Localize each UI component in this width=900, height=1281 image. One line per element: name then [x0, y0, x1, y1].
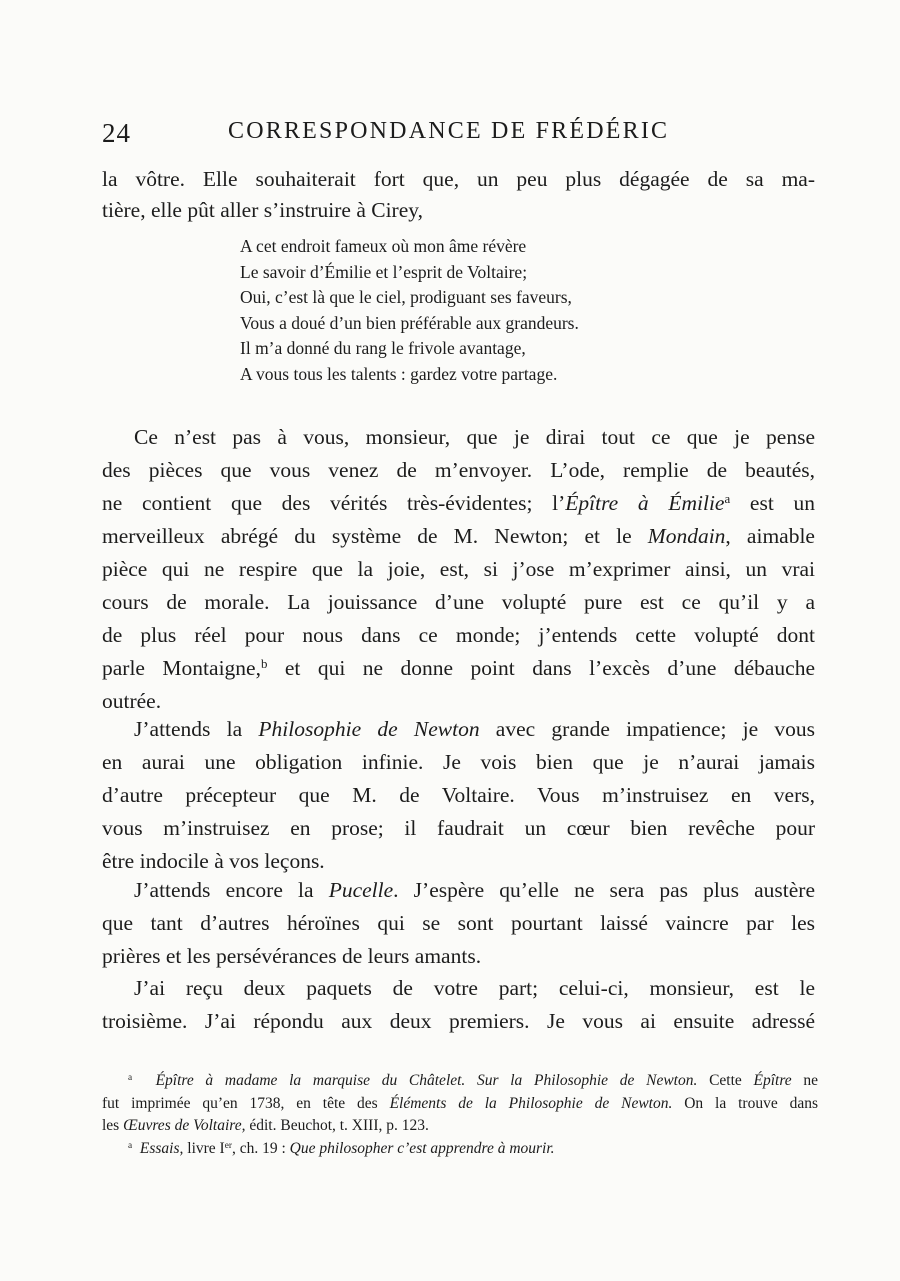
text-line: cours de morale. La jouissance d’une volupté pure est ce qu’il y a — [102, 590, 815, 614]
work-title: Épître à Émilie — [565, 491, 725, 515]
verse-line: A cet endroit fameux où mon âme révère — [240, 236, 527, 256]
footnote-marker: a — [128, 1140, 133, 1151]
paragraph-4 — [102, 972, 815, 1038]
text-line: troisième. J’ai répondu aux deux premiers. Je vous ai ensuite adressé — [102, 1009, 815, 1033]
text-line: d’autre précepteur que M. de Voltaire. Vous m’instruisez en vers, — [102, 783, 815, 807]
footnote-line: fut imprimée qu’en 1738, en tête des Éléments de la Philosophie de Newton. On la trouve dans — [102, 1094, 818, 1112]
page-number: 24 — [102, 118, 131, 148]
text-line: outrée. — [102, 689, 162, 713]
text-line: être indocile à vos leçons. — [102, 849, 325, 873]
paragraph-3 — [102, 874, 815, 973]
text-line: pièce qui ne respire que la joie, est, si j’ose m’exprimer ainsi, un vrai — [102, 557, 815, 581]
text-line: la vôtre. Elle souhaiterait fort que, un peu plus dégagée de sa ma- — [102, 167, 815, 191]
text-line: que tant d’autres héroïnes qui se sont pourtant laissé vaincre par les — [102, 911, 815, 935]
text-line: Ce n’est pas à vous, monsieur, que je dirai tout ce que je pense — [134, 425, 815, 449]
work-title: Philosophie de Newton — [258, 717, 480, 741]
verse-quotation — [240, 234, 680, 388]
text-line: des pièces que vous venez de m’envoyer. L’ode, remplie de beautés, — [102, 458, 815, 482]
running-head — [102, 112, 712, 152]
verse-line: Il m’a donné du rang le frivole avantage, — [240, 338, 526, 359]
footnote-b — [102, 1138, 818, 1161]
text-line: tière, elle pût aller s’instruire à Cirey, — [102, 198, 423, 222]
work-title: Mondain — [647, 524, 726, 548]
verse-line: Vous a doué d’un bien préférable aux grandeurs. — [240, 312, 579, 333]
verse-line: Oui, c’est là que le ciel, prodiguant ses faveurs, — [240, 287, 572, 308]
text-line: J’ai reçu deux paquets de votre part; celui-ci, monsieur, est le — [134, 976, 815, 1000]
work-title: Pucelle — [328, 878, 394, 902]
running-title: CORRESPONDANCE DE FRÉDÉRIC — [228, 118, 670, 144]
text-line: de plus réel pour nous dans ce monde; j’entends cette volupté dont — [102, 623, 815, 647]
text-line: prières et les persévérances de leurs amants. — [102, 944, 482, 968]
footnote-line: $^a$ Essais, livre Ier, ch. 19 : Que philosopher c’est apprendre à mourir. — [128, 1139, 555, 1157]
text-line: en aurai une obligation infinie. Je vois bien que je n’aurai jamais — [102, 750, 815, 774]
text-line: J’attends encore la Pucelle. J’espère qu’elle ne sera pas plus austère — [134, 878, 815, 902]
footnote-marker: a — [128, 1072, 133, 1083]
text-line: vous m’instruisez en prose; il faudrait un cœur bien revêche pour — [102, 816, 815, 840]
text-line: ne contient que des vérités très-évidentes; l’Épître à Émilie$^a$ est un — [102, 491, 815, 515]
verse-line: A vous tous les talents : gardez votre partage. — [240, 363, 558, 384]
footnote-line: les Œuvres de Voltaire, édit. Beuchot, t. XIII, p. 123. — [102, 1117, 429, 1134]
text-line: parle Montaigne,$^b$ et qui ne donne point dans l’excès d’une débauche — [102, 656, 816, 680]
footnote-ref-b: b — [260, 656, 268, 671]
text-line: J’attends la Philosophie de Newton avec grande impatience; je vous — [134, 717, 816, 741]
text-line: merveilleux abrégé du système de M. Newton; et le Mondain, aimable — [102, 524, 815, 548]
paragraph-1 — [102, 421, 815, 718]
footnotes — [102, 1070, 818, 1160]
intro-text — [102, 164, 815, 226]
footnote-line: $^a$ Épître à madame la marquise du Châtelet. Sur la Philosophie de Newton. Cette Épître ne — [128, 1072, 818, 1089]
footnote-a — [102, 1070, 818, 1138]
verse-line: Le savoir d’Émilie et l’esprit de Voltaire; — [240, 261, 528, 282]
footnote-ref-a: a — [724, 491, 731, 506]
paragraph-2 — [102, 713, 815, 878]
